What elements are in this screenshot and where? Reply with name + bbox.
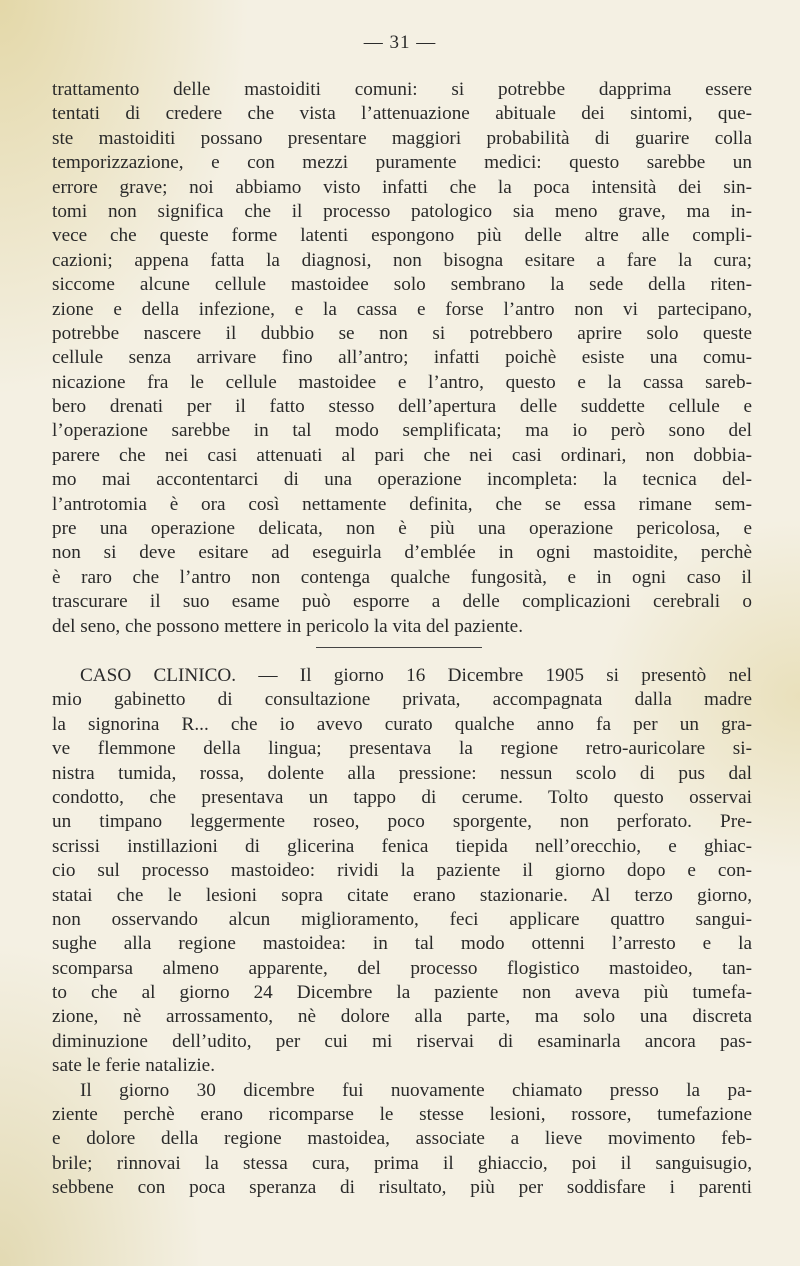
text-line: Il giorno 30 dicembre fui nuovamente chiamato presso la pa- <box>80 1079 752 1101</box>
text-line: trascurare il suo esame può esporre a delle complicazioni cerebrali o <box>52 591 752 613</box>
text-line: sebbene con poca speranza di risultato, più per soddisfare i parenti <box>52 1177 752 1199</box>
text-line: non osservando alcun miglioramento, feci applicare quattro sangui- <box>52 908 752 930</box>
text-line: tomi non significa che il processo patologico sia meno grave, ma in- <box>52 200 752 222</box>
text-line: statai che le lesioni sopra citate erano stazionarie. Al terzo giorno, <box>52 884 752 906</box>
text-line: nistra tumida, rossa, dolente alla pressione: nessun scolo di pus dal <box>52 762 752 784</box>
text-line: bero drenati per il fatto stesso dell’apertura delle suddette cellule e <box>52 396 752 418</box>
text-line: nicazione fra le cellule mastoidee e l’antro, questo e la cassa sareb- <box>52 371 752 393</box>
text-line: errore grave; noi abbiamo visto infatti che la poca intensità dei sin- <box>52 176 752 198</box>
text-line: condotto, che presentava un tappo di cerume. Tolto questo osservai <box>52 786 752 808</box>
text-line: e dolore della regione mastoidea, associate a lieve movimento feb- <box>52 1128 752 1150</box>
text-line: ste mastoiditi possano presentare maggiori probabilità di guarire colla <box>52 127 752 149</box>
text-line: sughe alla regione mastoidea: in tal modo ottenni l’arresto e la <box>52 933 752 955</box>
text-line: diminuzione dell’udito, per cui mi riservai di esaminarla ancora pas- <box>52 1030 752 1052</box>
text-line: mo mai accontentarci di una operazione incompleta: la tecnica del- <box>52 469 752 491</box>
text-line: cio sul processo mastoideo: rividi la paziente il giorno dopo e con- <box>52 860 752 882</box>
text-line: mio gabinetto di consultazione privata, accompagnata dalla madre <box>52 689 752 711</box>
text-line: potrebbe nascere il dubbio se non si potrebbero aprire solo queste <box>52 322 752 344</box>
text-line: brile; rinnovai la stessa cura, prima il ghiaccio, poi il sanguisugio, <box>52 1152 752 1174</box>
text-line: la signorina R... che io avevo curato qualche anno fa per un gra- <box>52 713 752 735</box>
page-number: — 31 — <box>363 32 437 53</box>
text-line: CASO CLINICO. — Il giorno 16 Dicembre 1905 si presentò nel <box>80 665 752 686</box>
text-line: to che al giorno 24 Dicembre la paziente non aveva più tumefa- <box>52 982 752 1004</box>
text-line: trattamento delle mastoiditi comuni: si potrebbe dapprima essere <box>52 79 752 100</box>
text-line: ziente perchè erano ricomparse le stesse lesioni, rossore, tumefazione <box>52 1104 752 1126</box>
text-line: vece che queste forme latenti espongono più delle altre alle compli- <box>52 225 752 247</box>
text-line: del seno, che possono mettere in pericolo la vita del paziente. <box>52 615 523 637</box>
text-line: cazioni; appena fatta la diagnosi, non bisogna esitare a fare la cura; <box>52 249 752 271</box>
text-line: tentati di credere che vista l’attenuazione abituale dei sintomi, que- <box>52 103 752 125</box>
paragraph-mastoiditis-treatment <box>52 78 752 639</box>
text-line: zione e della infezione, e la cassa e forse l’antro non vi partecipano, <box>52 298 752 320</box>
text-line: zione, nè arrossamento, nè dolore alla parte, ma solo una discreta <box>52 1006 752 1028</box>
text-line: pre una operazione delicata, non è più una operazione pericolosa, e <box>52 518 752 540</box>
text-line: non si deve esitare ad eseguirla d’emblée in ogni mastoidite, perchè <box>52 542 752 564</box>
text-line: scrissi instillazioni di glicerina fenica tiepida nell’orecchio, e ghiac- <box>52 835 752 857</box>
text-line: cellule senza arrivare fino all’antro; infatti poichè esiste una comu- <box>52 347 752 369</box>
text-line: l’operazione sarebbe in tal modo semplificata; ma io però sono del <box>52 420 752 442</box>
text-line: è raro che l’antro non contenga qualche fungosità, e in ogni caso il <box>52 566 752 588</box>
text-line: l’antrotomia è ora così nettamente definita, che se essa rimane sem- <box>52 493 752 515</box>
section-divider <box>316 647 482 648</box>
text-line: ve flemmone della lingua; presentava la regione retro-auricolare si- <box>52 738 752 760</box>
text-line: un timpano leggermente roseo, poco sporgente, non perforato. Pre- <box>52 811 752 833</box>
text-line: siccome alcune cellule mastoidee solo sembrano la sede della riten- <box>52 274 752 296</box>
paragraph-clinical-case <box>52 664 752 1201</box>
text-line: parere che nei casi attenuati al pari che nei casi ordinari, non dobbia- <box>52 444 752 466</box>
text-line: scomparsa almeno apparente, del processo flogistico mastoideo, tan- <box>52 957 752 979</box>
text-line: temporizzazione, e con mezzi puramente medici: questo sarebbe un <box>52 152 752 174</box>
text-line: sate le ferie natalizie. <box>52 1055 215 1077</box>
